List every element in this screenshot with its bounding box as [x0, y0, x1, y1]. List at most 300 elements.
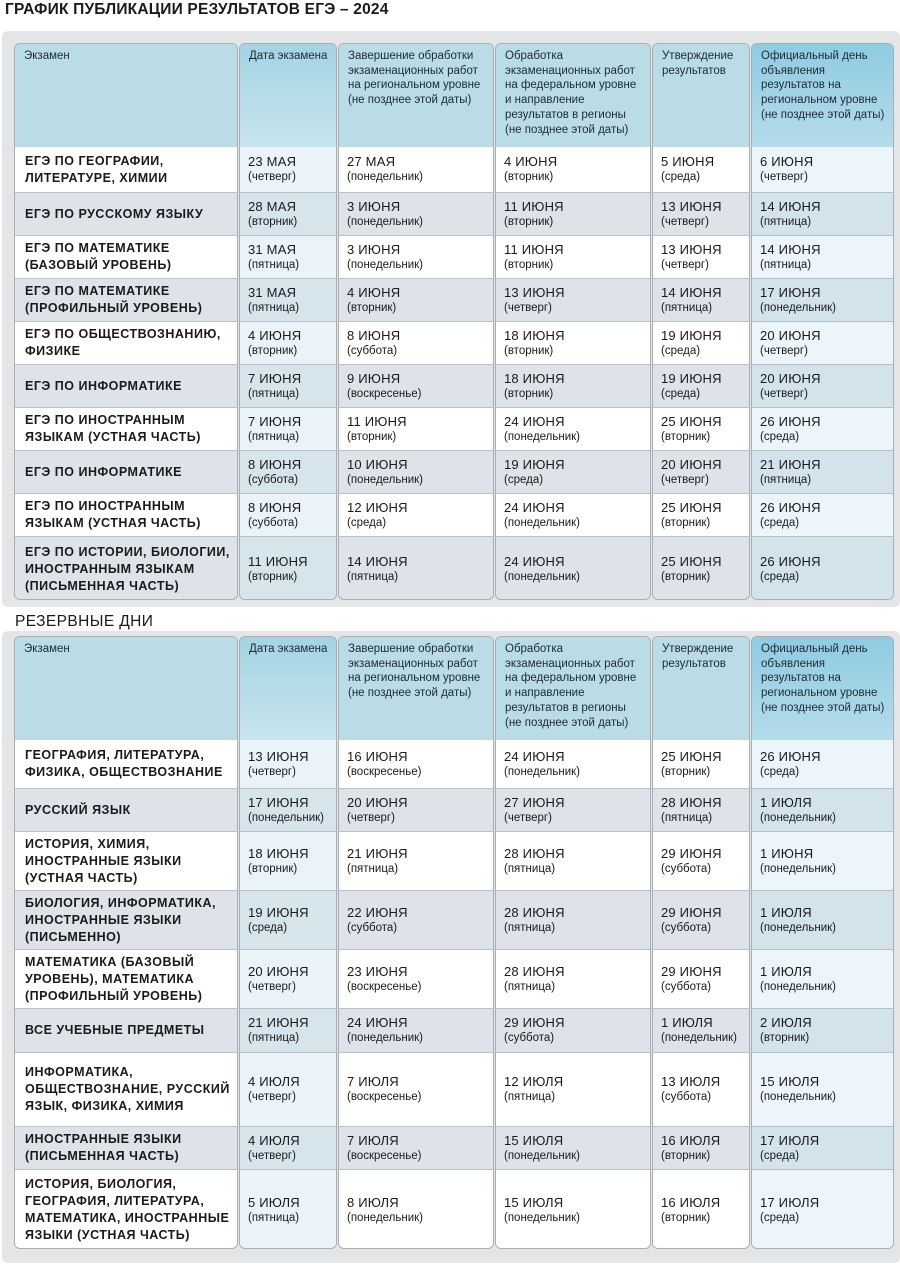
- date-cell: [496, 193, 650, 236]
- date-cell: [339, 832, 493, 891]
- exam-name-cell: ГЕОГРАФИЯ, ЛИТЕРАТУРА, ФИЗИКА, ОБЩЕСТВОЗНАНИЕ: [15, 740, 237, 789]
- date-value: 14 ИЮНЯ: [760, 241, 821, 257]
- date-cell: [240, 193, 336, 236]
- reserve-schedule-table: [2, 631, 900, 1263]
- weekday-value: (среда): [661, 171, 701, 183]
- date-cell: [339, 236, 493, 279]
- date-cell: [240, 950, 336, 1009]
- date-value: 26 ИЮНЯ: [760, 499, 821, 515]
- weekday-value: (понедельник): [504, 430, 581, 443]
- exam-name-cell: ЕГЭ ПО ОБЩЕСТВОЗНАНИЮ, ФИЗИКЕ: [15, 322, 237, 365]
- weekday-value: (пятница): [661, 811, 713, 824]
- date-value: 15 ИЮЛЯ: [504, 1194, 564, 1210]
- weekday-value: (понедельник): [504, 570, 581, 583]
- date-value: 18 ИЮНЯ: [504, 370, 565, 386]
- date-value: 10 ИЮНЯ: [347, 456, 408, 472]
- weekday-value: (четверг): [504, 811, 552, 824]
- date-cell: [240, 1053, 336, 1127]
- date-value: 8 ИЮНЯ: [347, 327, 401, 343]
- date-value: 3 ИЮНЯ: [347, 241, 401, 257]
- date-cell: [240, 279, 336, 322]
- date-value: 26 ИЮНЯ: [760, 748, 821, 764]
- main-column-announcement: [751, 43, 894, 600]
- date-value: 29 ИЮНЯ: [661, 845, 722, 861]
- exam-name-cell: ЕГЭ ПО МАТЕМАТИКЕ (ПРОФИЛЬНЫЙ УРОВЕНЬ): [15, 279, 237, 322]
- weekday-value: (вторник): [661, 1149, 711, 1162]
- date-cell: [752, 891, 893, 950]
- date-value: 24 ИЮНЯ: [504, 413, 565, 429]
- weekday-value: (пятница): [661, 301, 713, 314]
- main-column-regional-processing: [338, 43, 494, 600]
- weekday-value: (четверг): [760, 344, 808, 357]
- weekday-value: (понедельник): [760, 862, 837, 875]
- main-schedule-table: [2, 31, 900, 607]
- exam-name-cell: ЕГЭ ПО ГЕОГРАФИИ, ЛИТЕРАТУРЕ, ХИМИИ: [15, 147, 237, 193]
- date-cell: [339, 950, 493, 1009]
- date-value: 20 ИЮНЯ: [248, 963, 309, 979]
- weekday-value: (среда): [760, 1149, 800, 1162]
- exam-name-cell: ИНОСТРАННЫЕ ЯЗЫКИ (ПИСЬМЕННАЯ ЧАСТЬ): [15, 1127, 237, 1170]
- weekday-value: (вторник): [347, 430, 397, 443]
- weekday-value: (вторник): [504, 344, 554, 357]
- date-value: 1 ИЮЛЯ: [760, 904, 812, 920]
- exam-name-cell: ЕГЭ ПО ИНФОРМАТИКЕ: [15, 451, 237, 494]
- weekday-value: (четверг): [248, 1149, 296, 1162]
- weekday-value: (понедельник): [504, 765, 581, 778]
- date-cell: [339, 789, 493, 832]
- date-cell: [240, 1127, 336, 1170]
- weekday-value: (пятница): [248, 301, 300, 314]
- date-cell: [752, 1170, 893, 1249]
- weekday-value: (пятница): [760, 473, 812, 486]
- date-cell: [653, 236, 749, 279]
- date-cell: [240, 365, 336, 408]
- main-column-federal-processing: [495, 43, 651, 600]
- weekday-value: (вторник): [347, 301, 397, 314]
- date-cell: [653, 740, 749, 789]
- date-value: 29 ИЮНЯ: [504, 1015, 565, 1030]
- weekday-value: (среда): [760, 765, 800, 778]
- weekday-value: (суббота): [661, 980, 712, 993]
- date-cell: [240, 322, 336, 365]
- weekday-value: (четверг): [347, 811, 395, 824]
- weekday-value: (четверг): [248, 171, 296, 183]
- weekday-value: (вторник): [661, 765, 711, 778]
- date-value: 5 ИЮНЯ: [661, 154, 715, 169]
- weekday-value: (пятница): [504, 921, 556, 934]
- weekday-value: (понедельник): [347, 258, 424, 271]
- date-value: 28 ИЮНЯ: [504, 963, 565, 979]
- weekday-value: (пятница): [248, 258, 300, 271]
- date-value: 9 ИЮНЯ: [347, 370, 401, 386]
- exam-name-cell: ИСТОРИЯ, ХИМИЯ, ИНОСТРАННЫЕ ЯЗЫКИ (УСТНАЯ ЧАСТЬ): [15, 832, 237, 891]
- date-cell: [240, 408, 336, 451]
- date-cell: [240, 832, 336, 891]
- date-cell: [653, 1009, 749, 1053]
- date-cell: [496, 279, 650, 322]
- column-header: Официальный день объявления результатов на региональном уровне (не позднее этой даты): [752, 637, 893, 740]
- date-value: 13 ИЮНЯ: [504, 284, 565, 300]
- weekday-value: (воскресенье): [347, 1149, 422, 1162]
- date-value: 17 ИЮНЯ: [760, 284, 821, 300]
- date-value: 13 ИЮЛЯ: [661, 1074, 721, 1089]
- date-cell: [752, 147, 893, 193]
- reserve-column-announcement: [751, 636, 894, 1249]
- date-cell: [339, 1009, 493, 1053]
- date-value: 24 ИЮНЯ: [504, 748, 565, 764]
- weekday-value: (среда): [347, 516, 387, 529]
- date-value: 17 ИЮЛЯ: [760, 1132, 820, 1148]
- column-header: Экзамен: [15, 637, 237, 740]
- weekday-value: (пятница): [248, 430, 300, 443]
- date-value: 11 ИЮНЯ: [347, 413, 407, 429]
- weekday-value: (суббота): [504, 1032, 555, 1044]
- weekday-value: (среда): [248, 921, 288, 934]
- exam-name-cell: ИНФОРМАТИКА, ОБЩЕСТВОЗНАНИЕ, РУССКИЙ ЯЗЫК, ФИЗИКА, ХИМИЯ: [15, 1053, 237, 1127]
- date-cell: [339, 891, 493, 950]
- date-value: 31 МАЯ: [248, 284, 297, 300]
- date-value: 4 ИЮНЯ: [347, 284, 401, 300]
- date-cell: [752, 832, 893, 891]
- weekday-value: (четверг): [661, 258, 709, 271]
- date-cell: [496, 1053, 650, 1127]
- weekday-value: (понедельник): [347, 1211, 424, 1224]
- date-cell: [496, 1009, 650, 1053]
- date-cell: [240, 789, 336, 832]
- weekday-value: (пятница): [504, 1091, 556, 1103]
- date-cell: [339, 365, 493, 408]
- weekday-value: (пятница): [504, 980, 556, 993]
- date-cell: [653, 789, 749, 832]
- weekday-value: (суббота): [661, 921, 712, 934]
- date-cell: [496, 537, 650, 600]
- date-value: 15 ИЮЛЯ: [760, 1074, 820, 1089]
- weekday-value: (четверг): [760, 171, 808, 183]
- date-cell: [240, 537, 336, 600]
- weekday-value: (среда): [760, 1211, 800, 1224]
- date-cell: [752, 537, 893, 600]
- weekday-value: (вторник): [760, 1032, 810, 1044]
- date-cell: [240, 1009, 336, 1053]
- weekday-value: (понедельник): [760, 1091, 837, 1103]
- weekday-value: (среда): [661, 387, 701, 400]
- date-cell: [653, 1053, 749, 1127]
- weekday-value: (понедельник): [248, 811, 325, 824]
- date-value: 23 МАЯ: [248, 154, 297, 169]
- exam-name-cell: ЕГЭ ПО ИСТОРИИ, БИОЛОГИИ, ИНОСТРАННЫМ ЯЗЫКАМ (ПИСЬМЕННАЯ ЧАСТЬ): [15, 537, 237, 600]
- date-cell: [496, 1170, 650, 1249]
- column-header: Завершение обработки экзаменационных работ на региональном уровне (не позднее этой даты): [339, 637, 493, 740]
- date-value: 8 ИЮНЯ: [248, 456, 302, 472]
- date-value: 7 ИЮЛЯ: [347, 1132, 399, 1148]
- date-value: 14 ИЮНЯ: [760, 198, 821, 214]
- date-cell: [752, 451, 893, 494]
- date-cell: [752, 494, 893, 537]
- date-cell: [240, 494, 336, 537]
- date-value: 25 ИЮНЯ: [661, 748, 722, 764]
- date-cell: [752, 1009, 893, 1053]
- date-cell: [496, 740, 650, 789]
- weekday-value: (суббота): [661, 1091, 712, 1103]
- reserve-column-regional-processing: [338, 636, 494, 1249]
- date-cell: [653, 537, 749, 600]
- date-value: 29 ИЮНЯ: [661, 963, 722, 979]
- weekday-value: (суббота): [248, 516, 299, 529]
- weekday-value: (воскресенье): [347, 765, 422, 778]
- column-header: Обработка экзаменационных работ на федеральном уровне и направление результатов в регионы (не позднее этой даты): [496, 44, 650, 147]
- weekday-value: (понедельник): [760, 980, 837, 993]
- date-value: 1 ИЮНЯ: [760, 845, 814, 861]
- date-cell: [496, 1127, 650, 1170]
- date-cell: [339, 322, 493, 365]
- date-value: 2 ИЮЛЯ: [760, 1015, 812, 1030]
- date-value: 20 ИЮНЯ: [760, 327, 821, 343]
- exam-name-cell: МАТЕМАТИКА (БАЗОВЫЙ УРОВЕНЬ), МАТЕМАТИКА (ПРОФИЛЬНЫЙ УРОВЕНЬ): [15, 950, 237, 1009]
- weekday-value: (вторник): [504, 258, 554, 271]
- date-value: 21 ИЮНЯ: [760, 456, 821, 472]
- weekday-value: (пятница): [504, 862, 556, 875]
- date-cell: [653, 1127, 749, 1170]
- reserve-column-exam: [14, 636, 238, 1249]
- weekday-value: (вторник): [248, 570, 298, 583]
- date-value: 20 ИЮНЯ: [347, 794, 408, 810]
- column-header: Утверждение результатов: [653, 44, 749, 147]
- date-value: 28 МАЯ: [248, 198, 297, 214]
- date-value: 11 ИЮНЯ: [504, 241, 564, 257]
- date-cell: [496, 832, 650, 891]
- weekday-value: (воскресенье): [347, 980, 422, 993]
- date-cell: [339, 451, 493, 494]
- date-value: 13 ИЮНЯ: [661, 241, 722, 257]
- weekday-value: (понедельник): [661, 1032, 738, 1044]
- date-cell: [653, 279, 749, 322]
- exam-name-cell: ИСТОРИЯ, БИОЛОГИЯ, ГЕОГРАФИЯ, ЛИТЕРАТУРА, МАТЕМАТИКА, ИНОСТРАННЫЕ ЯЗЫКИ (УСТНАЯ ЧАСТЬ): [15, 1170, 237, 1249]
- date-cell: [339, 740, 493, 789]
- weekday-value: (вторник): [248, 862, 298, 875]
- date-value: 19 ИЮНЯ: [504, 456, 565, 472]
- date-cell: [240, 147, 336, 193]
- date-cell: [752, 193, 893, 236]
- column-header: Завершение обработки экзаменационных работ на региональном уровне (не позднее этой даты): [339, 44, 493, 147]
- date-cell: [752, 322, 893, 365]
- date-cell: [752, 740, 893, 789]
- date-cell: [752, 1127, 893, 1170]
- date-value: 16 ИЮЛЯ: [661, 1132, 721, 1148]
- weekday-value: (среда): [661, 344, 701, 357]
- date-cell: [339, 537, 493, 600]
- date-cell: [496, 494, 650, 537]
- date-cell: [496, 408, 650, 451]
- date-value: 16 ИЮЛЯ: [661, 1194, 721, 1210]
- date-value: 25 ИЮНЯ: [661, 499, 722, 515]
- page-title: ГРАФИК ПУБЛИКАЦИИ РЕЗУЛЬТАТОВ ЕГЭ – 2024: [5, 1, 389, 18]
- date-value: 6 ИЮНЯ: [760, 154, 814, 169]
- exam-name-cell: БИОЛОГИЯ, ИНФОРМАТИКА, ИНОСТРАННЫЕ ЯЗЫКИ (ПИСЬМЕННО): [15, 891, 237, 950]
- weekday-value: (пятница): [248, 387, 300, 400]
- date-cell: [752, 1053, 893, 1127]
- date-cell: [240, 1170, 336, 1249]
- weekday-value: (понедельник): [760, 811, 837, 824]
- date-value: 11 ИЮНЯ: [504, 198, 564, 214]
- date-cell: [752, 789, 893, 832]
- weekday-value: (понедельник): [347, 215, 424, 228]
- date-value: 18 ИЮНЯ: [248, 845, 309, 861]
- date-cell: [653, 950, 749, 1009]
- weekday-value: (понедельник): [760, 301, 837, 314]
- date-value: 8 ИЮНЯ: [248, 499, 302, 515]
- date-value: 28 ИЮНЯ: [661, 794, 722, 810]
- date-value: 1 ИЮЛЯ: [760, 963, 812, 979]
- date-cell: [240, 236, 336, 279]
- date-value: 18 ИЮНЯ: [504, 327, 565, 343]
- main-column-exam-date: [239, 43, 337, 600]
- date-value: 24 ИЮНЯ: [504, 499, 565, 515]
- date-cell: [653, 365, 749, 408]
- weekday-value: (суббота): [661, 862, 712, 875]
- date-cell: [339, 147, 493, 193]
- weekday-value: (пятница): [248, 1032, 300, 1044]
- weekday-value: (воскресенье): [347, 387, 422, 400]
- weekday-value: (вторник): [248, 215, 298, 228]
- weekday-value: (вторник): [661, 516, 711, 529]
- date-value: 16 ИЮНЯ: [347, 748, 408, 764]
- weekday-value: (вторник): [504, 171, 554, 183]
- date-value: 12 ИЮНЯ: [347, 499, 408, 515]
- date-cell: [752, 950, 893, 1009]
- exam-name-cell: ВСЕ УЧЕБНЫЕ ПРЕДМЕТЫ: [15, 1009, 237, 1053]
- date-value: 25 ИЮНЯ: [661, 553, 722, 569]
- date-value: 13 ИЮНЯ: [248, 748, 309, 764]
- date-value: 19 ИЮНЯ: [661, 327, 722, 343]
- date-value: 24 ИЮНЯ: [504, 553, 565, 569]
- reserve-section-title: РЕЗЕРВНЫЕ ДНИ: [15, 613, 154, 630]
- date-value: 20 ИЮНЯ: [760, 370, 821, 386]
- weekday-value: (пятница): [347, 570, 399, 583]
- exam-name-cell: РУССКИЙ ЯЗЫК: [15, 789, 237, 832]
- date-value: 5 ИЮЛЯ: [248, 1194, 300, 1210]
- weekday-value: (среда): [504, 473, 544, 486]
- weekday-value: (суббота): [347, 344, 398, 357]
- weekday-value: (суббота): [347, 921, 398, 934]
- date-value: 4 ИЮЛЯ: [248, 1132, 300, 1148]
- reserve-column-federal-processing: [495, 636, 651, 1249]
- exam-name-cell: ЕГЭ ПО РУССКОМУ ЯЗЫКУ: [15, 193, 237, 236]
- weekday-value: (вторник): [248, 344, 298, 357]
- date-value: 27 ИЮНЯ: [504, 794, 565, 810]
- date-value: 7 ИЮНЯ: [248, 370, 302, 386]
- date-cell: [653, 408, 749, 451]
- date-value: 20 ИЮНЯ: [661, 456, 722, 472]
- date-value: 7 ИЮЛЯ: [347, 1074, 399, 1089]
- weekday-value: (пятница): [760, 215, 812, 228]
- date-value: 1 ИЮЛЯ: [661, 1015, 713, 1030]
- date-cell: [653, 147, 749, 193]
- weekday-value: (вторник): [661, 570, 711, 583]
- date-value: 29 ИЮНЯ: [661, 904, 722, 920]
- weekday-value: (четверг): [248, 765, 296, 778]
- weekday-value: (четверг): [661, 473, 709, 486]
- date-value: 24 ИЮНЯ: [347, 1015, 408, 1030]
- column-header: Официальный день объявления результатов на региональном уровне (не позднее этой даты): [752, 44, 893, 147]
- date-cell: [496, 147, 650, 193]
- column-header: Обработка экзаменационных работ на федеральном уровне и направление результатов в регионы (не позднее этой даты): [496, 637, 650, 740]
- date-value: 14 ИЮНЯ: [347, 553, 408, 569]
- date-cell: [752, 236, 893, 279]
- date-value: 17 ИЮНЯ: [248, 794, 309, 810]
- weekday-value: (понедельник): [504, 1211, 581, 1224]
- weekday-value: (пятница): [347, 862, 399, 875]
- date-cell: [496, 451, 650, 494]
- weekday-value: (понедельник): [504, 516, 581, 529]
- date-value: 28 ИЮНЯ: [504, 845, 565, 861]
- weekday-value: (понедельник): [504, 1149, 581, 1162]
- date-value: 4 ИЮНЯ: [248, 327, 302, 343]
- exam-name-cell: ЕГЭ ПО ИНОСТРАННЫМ ЯЗЫКАМ (УСТНАЯ ЧАСТЬ): [15, 494, 237, 537]
- column-header: Дата экзамена: [240, 637, 336, 740]
- date-value: 11 ИЮНЯ: [248, 553, 308, 569]
- date-cell: [653, 322, 749, 365]
- date-value: 22 ИЮНЯ: [347, 904, 408, 920]
- reserve-column-approval: [652, 636, 750, 1249]
- date-cell: [496, 789, 650, 832]
- date-value: 19 ИЮНЯ: [661, 370, 722, 386]
- date-cell: [240, 451, 336, 494]
- date-cell: [496, 891, 650, 950]
- main-column-exam: [14, 43, 238, 600]
- date-value: 21 ИЮНЯ: [248, 1015, 309, 1030]
- date-value: 14 ИЮНЯ: [661, 284, 722, 300]
- date-value: 17 ИЮЛЯ: [760, 1194, 820, 1210]
- date-cell: [339, 1053, 493, 1127]
- date-cell: [752, 279, 893, 322]
- date-cell: [339, 408, 493, 451]
- date-cell: [240, 891, 336, 950]
- weekday-value: (вторник): [504, 387, 554, 400]
- date-cell: [339, 193, 493, 236]
- reserve-column-exam-date: [239, 636, 337, 1249]
- date-value: 27 МАЯ: [347, 154, 396, 169]
- exam-name-cell: ЕГЭ ПО МАТЕМАТИКЕ (БАЗОВЫЙ УРОВЕНЬ): [15, 236, 237, 279]
- column-header: Утверждение результатов: [653, 637, 749, 740]
- weekday-value: (понедельник): [347, 171, 424, 183]
- date-value: 23 ИЮНЯ: [347, 963, 408, 979]
- weekday-value: (понедельник): [347, 473, 424, 486]
- column-header: Дата экзамена: [240, 44, 336, 147]
- date-value: 8 ИЮЛЯ: [347, 1194, 399, 1210]
- weekday-value: (вторник): [661, 430, 711, 443]
- date-cell: [240, 740, 336, 789]
- column-header: Экзамен: [15, 44, 237, 147]
- date-value: 19 ИЮНЯ: [248, 904, 309, 920]
- weekday-value: (пятница): [760, 258, 812, 271]
- date-value: 3 ИЮНЯ: [347, 198, 401, 214]
- date-value: 15 ИЮЛЯ: [504, 1132, 564, 1148]
- weekday-value: (среда): [760, 570, 800, 583]
- exam-name-cell: ЕГЭ ПО ИНФОРМАТИКЕ: [15, 365, 237, 408]
- date-cell: [496, 365, 650, 408]
- date-cell: [653, 494, 749, 537]
- date-value: 4 ИЮЛЯ: [248, 1074, 300, 1089]
- exam-name-cell: ЕГЭ ПО ИНОСТРАННЫМ ЯЗЫКАМ (УСТНАЯ ЧАСТЬ): [15, 408, 237, 451]
- date-cell: [653, 193, 749, 236]
- date-value: 25 ИЮНЯ: [661, 413, 722, 429]
- date-cell: [496, 950, 650, 1009]
- weekday-value: (вторник): [504, 215, 554, 228]
- weekday-value: (четверг): [760, 387, 808, 400]
- date-cell: [653, 832, 749, 891]
- date-value: 26 ИЮНЯ: [760, 413, 821, 429]
- date-cell: [496, 322, 650, 365]
